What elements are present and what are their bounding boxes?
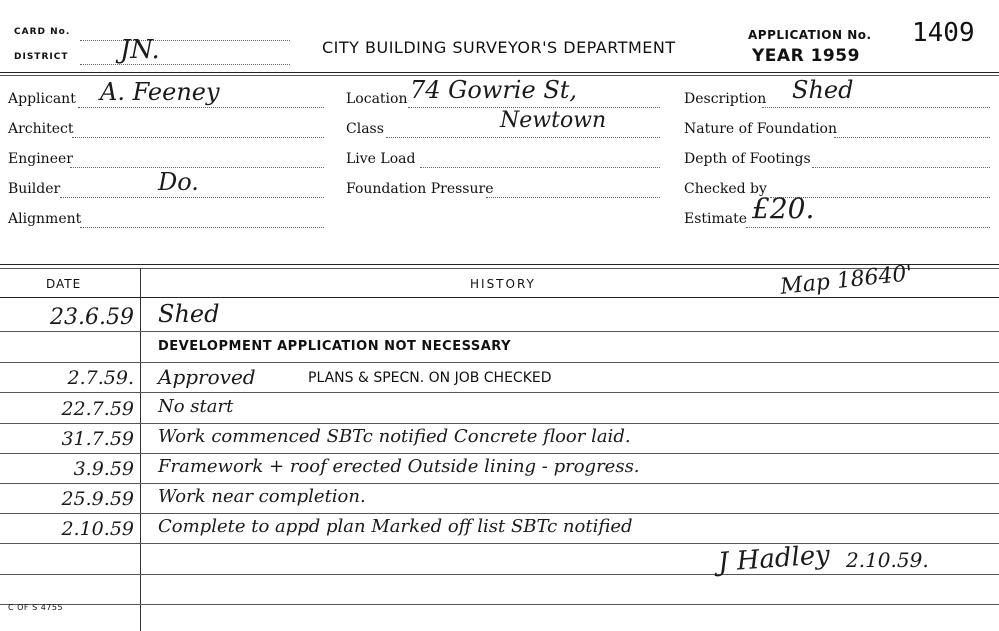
application-no-label: APPLICATION No. bbox=[748, 28, 872, 42]
checked-by-label: Checked by bbox=[684, 181, 767, 197]
plans-checked-stamp: PLANS & SPECN. ON JOB CHECKED bbox=[308, 370, 552, 386]
department-title: CITY BUILDING SURVEYOR'S DEPARTMENT bbox=[322, 38, 676, 57]
nature-of-foundation-line bbox=[834, 137, 990, 138]
history-row-date: 22.7.59 bbox=[61, 398, 134, 420]
engineer-label: Engineer bbox=[8, 151, 73, 167]
description-label: Description bbox=[684, 91, 767, 107]
row-line-6 bbox=[0, 483, 999, 484]
history-row-text: Approved bbox=[158, 365, 256, 389]
class-value: Newtown bbox=[500, 108, 607, 133]
nature-of-foundation-label: Nature of Foundation bbox=[684, 121, 837, 137]
builder-label: Builder bbox=[8, 181, 61, 197]
history-row-text: Work near completion. bbox=[158, 486, 366, 507]
row-line-7 bbox=[0, 513, 999, 514]
district-label: DISTRICT bbox=[14, 52, 69, 62]
history-row-text: Shed bbox=[158, 300, 220, 328]
builder-line bbox=[60, 197, 324, 198]
history-header-rule bbox=[0, 297, 999, 298]
applicant-label: Applicant bbox=[8, 91, 76, 107]
architect-line bbox=[72, 137, 324, 138]
live-load-line bbox=[420, 167, 660, 168]
history-row-date: 3.9.59 bbox=[73, 458, 134, 480]
district-value: JN. bbox=[120, 35, 160, 65]
date-column-header: DATE bbox=[46, 277, 82, 291]
header-rule bbox=[0, 72, 999, 73]
row-line-2 bbox=[0, 362, 999, 363]
estimate-value: £20. bbox=[752, 192, 815, 225]
row-line-8 bbox=[0, 543, 999, 544]
architect-label: Architect bbox=[8, 121, 74, 137]
date-column-divider bbox=[140, 268, 141, 631]
description-value: Shed bbox=[792, 76, 854, 104]
applicant-line bbox=[78, 107, 324, 108]
row-line-4 bbox=[0, 423, 999, 424]
card-no-line bbox=[80, 40, 290, 41]
class-label: Class bbox=[346, 121, 384, 137]
map-reference: Map 18640' bbox=[779, 261, 914, 300]
row-line-10 bbox=[0, 604, 999, 605]
history-row-text: No start bbox=[158, 396, 234, 417]
alignment-line bbox=[80, 227, 324, 228]
location-value: 74 Gowrie St, bbox=[410, 76, 578, 104]
depth-of-footings-line bbox=[812, 167, 990, 168]
foundation-pressure-label: Foundation Pressure bbox=[346, 181, 494, 197]
location-label: Location bbox=[346, 91, 408, 107]
history-row-text: Work commenced SBTc notified Concrete floor laid. bbox=[158, 426, 631, 447]
card-no-label: CARD No. bbox=[14, 27, 71, 37]
estimate-label: Estimate bbox=[684, 211, 748, 227]
class-line bbox=[386, 137, 660, 138]
description-line bbox=[762, 107, 990, 108]
district-line bbox=[80, 64, 290, 65]
signature-date: 2.10.59. bbox=[846, 548, 929, 572]
application-number: 1409 bbox=[912, 18, 975, 48]
history-row-date: 2.10.59 bbox=[61, 518, 134, 540]
history-row-date: 23.6.59 bbox=[50, 305, 134, 330]
row-line-9 bbox=[0, 574, 999, 575]
row-line-3 bbox=[0, 392, 999, 393]
live-load-label: Live Load bbox=[346, 151, 416, 167]
history-row-date: 2.7.59. bbox=[67, 367, 134, 389]
inspector-signature: J Hadley bbox=[717, 540, 831, 578]
form-code: C OF S 4755 bbox=[8, 603, 64, 612]
history-row-text: Framework + roof erected Outside lining - progress. bbox=[158, 456, 640, 477]
applicant-value: A. Feeney bbox=[100, 78, 220, 106]
foundation-pressure-line bbox=[486, 197, 660, 198]
estimate-line bbox=[746, 227, 990, 228]
history-row-date: 25.9.59 bbox=[61, 488, 134, 510]
history-column-header: HISTORY bbox=[470, 277, 536, 291]
alignment-label: Alignment bbox=[8, 211, 82, 227]
row-line-5 bbox=[0, 453, 999, 454]
development-stamp: DEVELOPMENT APPLICATION NOT NECESSARY bbox=[158, 339, 512, 354]
row-line-1 bbox=[0, 331, 999, 332]
builder-value: Do. bbox=[158, 168, 199, 196]
history-row-text: Complete to appd plan Marked off list SBTc notified bbox=[158, 516, 633, 537]
year-label: YEAR 1959 bbox=[752, 46, 860, 66]
history-top-rule bbox=[0, 264, 999, 265]
depth-of-footings-label: Depth of Footings bbox=[684, 151, 811, 167]
history-row-date: 31.7.59 bbox=[61, 428, 134, 450]
